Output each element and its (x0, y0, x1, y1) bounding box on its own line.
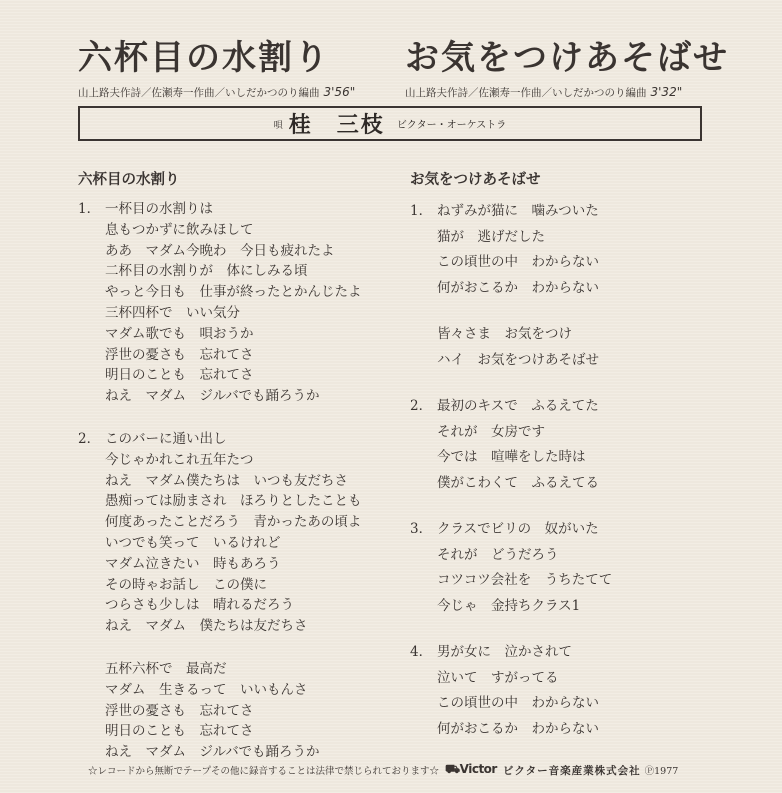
duration: 3'56" (323, 85, 356, 99)
verse-lines (105, 659, 398, 763)
singer-family: 桂 (288, 113, 313, 138)
song-credit-left (78, 85, 355, 100)
lyric-line: 今じゃかれこれ五年たつ (105, 451, 254, 468)
lyric-line: マダム歌でも 唄おうか (105, 325, 254, 342)
lyric-line: ああ マダム今晩わ 今日も疲れたよ (105, 242, 335, 259)
song-credit-right (405, 85, 682, 100)
verse (78, 429, 398, 637)
credit-text: 山上路夫作詩／佐瀬寿一作曲／いしだかつのり編曲 (78, 87, 320, 99)
verse (410, 517, 700, 619)
lyric-line: ねえ マダム 僕たちは友だちさ (105, 618, 308, 635)
verse-lines (105, 429, 398, 637)
verse (410, 322, 700, 373)
lyric-line: 浮世の憂さも 忘れてさ (105, 702, 254, 719)
singer-name (289, 108, 385, 139)
verse-number: 1． (78, 201, 101, 217)
lyric-line: マダム 生きるって いいもんさ (105, 681, 308, 698)
lyric-line: 今では 喧嘩をした時は (437, 449, 586, 465)
verse-number: 2． (78, 430, 101, 447)
verse-number: 3． (410, 521, 433, 537)
verse (410, 394, 700, 496)
lyric-line: いつでも笑って いるけれど (105, 534, 281, 551)
verse-lines (437, 199, 700, 301)
phonogram-year: Ⓟ1977 (644, 766, 679, 777)
verse (78, 199, 398, 407)
artist-role: 唄 (273, 121, 283, 131)
song-title-left: 六杯目の水割り (78, 38, 330, 78)
lyric-line: 最初のキスで ふるえてた (437, 398, 599, 414)
victor-logo: ⛟Victor (445, 762, 497, 776)
verse (410, 199, 700, 301)
singer-given: 三枝 (336, 113, 385, 138)
lyric-line: ねえ マダム僕たちは いつも友だちさ (105, 472, 348, 489)
lyric-line: 愚痴っては励まされ ほろりとしたことも (105, 493, 362, 510)
verse-list (78, 199, 398, 763)
lyric-line: 猫が 逃げだした (437, 228, 545, 245)
lyric-line: 一杯目の水割りは (105, 201, 213, 217)
copyright-notice: ☆レコードから無断でテープその他に録音することは法律で禁じられております☆ (88, 766, 440, 777)
verse-lines (437, 394, 700, 496)
lyric-line: 泣いて すがってる (437, 669, 559, 686)
lyric-line: この頃世の中 わからない (437, 254, 599, 270)
verse (410, 640, 700, 742)
lyric-line: 男が女に 泣かされて (437, 644, 572, 660)
lyric-line: それが 女房です (437, 423, 545, 440)
artist-box (78, 106, 702, 141)
lyric-line: 息もつかずに飲みほして (105, 221, 254, 238)
verse-lines (437, 640, 700, 742)
lyric-line: 浮世の憂さも 忘れてさ (105, 346, 254, 363)
credit-text: 山上路夫作詩／佐瀬寿一作曲／いしだかつのり編曲 (405, 87, 647, 99)
lyric-line: 僕がこわくて ふるえてる (437, 474, 599, 491)
lyric-line: 何度あったことだろう 青かったあの頃よ (105, 514, 362, 531)
song-title-right: お気をつけあそばせ (405, 38, 729, 78)
lyric-line: 二杯目の水割りが 体にしみる頃 (105, 263, 308, 280)
lyric-line: 何がおこるか わからない (437, 279, 599, 296)
lyric-line: ねずみが猫に 噛みついた (437, 203, 599, 219)
verse-lines (437, 517, 700, 619)
company-name: ビクター音楽産業株式会社 (502, 764, 641, 777)
lyric-line: このバーに通い出し (105, 430, 227, 447)
lyric-line: ハイ お気をつけあそばせ (437, 351, 599, 368)
footer (88, 762, 678, 778)
lyric-line: マダム泣きたい 時もあろう (105, 555, 281, 572)
verse-number: 4． (410, 644, 433, 660)
lyrics-title: お気をつけあそばせ (410, 172, 541, 188)
verse-lines (437, 322, 700, 373)
lyric-line: 明日のことも 忘れてさ (105, 367, 254, 384)
lyric-line: 明日のことも 忘れてさ (105, 723, 254, 740)
lyric-line: 皆々さま お気をつけ (437, 326, 572, 342)
verse-number: 2． (410, 398, 433, 414)
verse-lines (105, 199, 398, 407)
lyric-line: その時ゃお話し この僕に (105, 576, 267, 593)
lyrics-title: 六杯目の水割り (78, 172, 180, 188)
verse-list (410, 199, 700, 742)
lyrics-column-right (410, 170, 700, 763)
lyric-line: コツコツ会社を うちたてて (437, 572, 613, 588)
lyric-line: つらさも少しは 晴れるだろう (105, 597, 294, 614)
verse (78, 659, 398, 763)
dog-icon: ⛟ (445, 762, 460, 776)
lyric-line: クラスでビリの 奴がいた (437, 521, 599, 537)
lyric-line: それが どうだろう (437, 546, 559, 563)
lyric-line: 三杯四杯で いい気分 (105, 304, 240, 321)
lyric-line: この頃世の中 わからない (437, 695, 599, 711)
lyrics-column-left (78, 170, 398, 785)
lyric-line: 今じゃ 金持ちクラス1 (437, 597, 581, 614)
lyric-line: 五杯六杯で 最高だ (105, 660, 227, 677)
verse-number: 1． (410, 203, 433, 219)
orchestra: ビクター・オーケストラ (396, 120, 507, 131)
duration: 3'32" (650, 85, 683, 99)
lyric-line: やっと今日も 仕事が終ったとかんじたよ (105, 284, 362, 301)
lyric-line: 何がおこるか わからない (437, 720, 599, 737)
lyric-line: ねえ マダム ジルバでも踊ろうか (105, 388, 320, 405)
lyric-line: ねえ マダム ジルバでも踊ろうか (105, 744, 320, 761)
